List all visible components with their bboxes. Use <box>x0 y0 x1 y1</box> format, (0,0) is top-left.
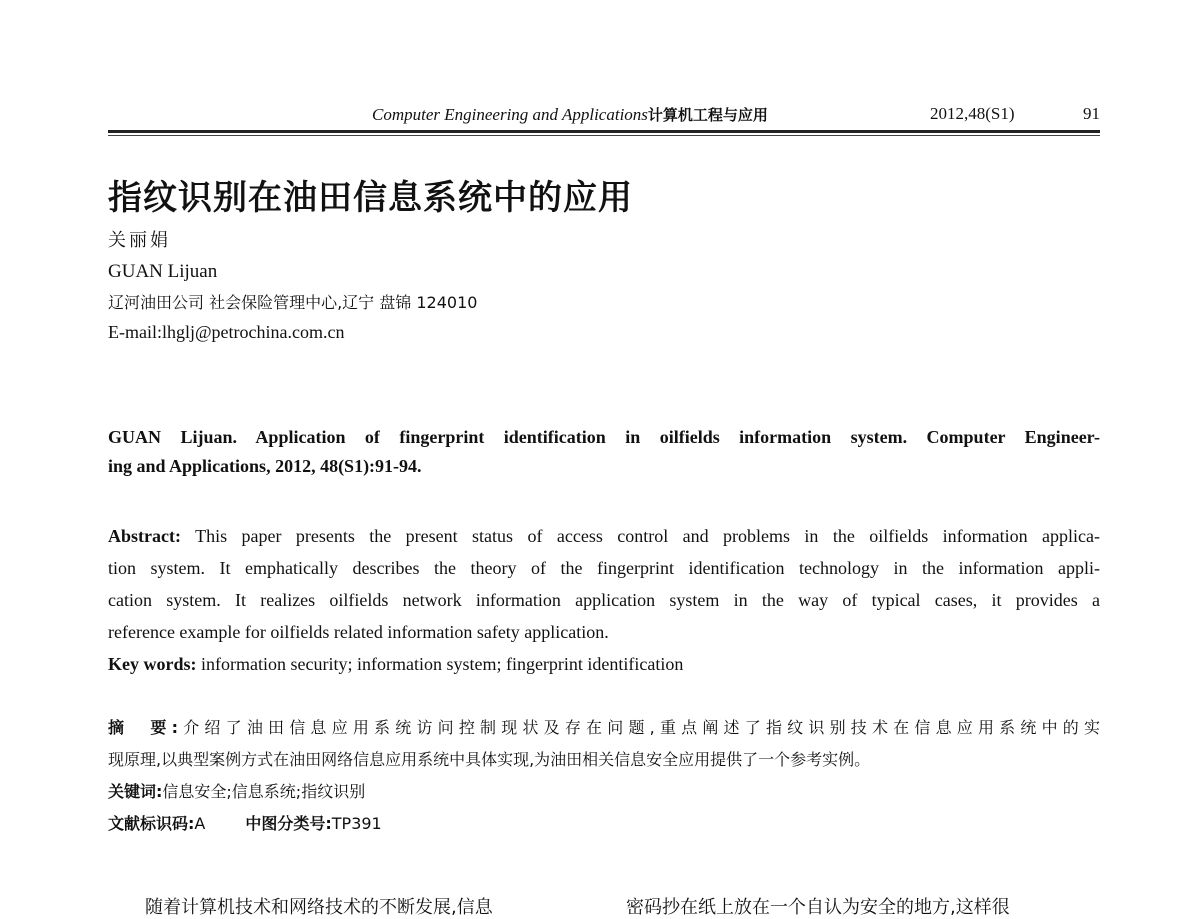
keywords-cn-label: 关键词: <box>108 782 163 801</box>
keywords-text: information security; information system; fingerprint identification <box>201 654 684 674</box>
paper-title: 指纹识别在油田信息系统中的应用 <box>108 178 633 218</box>
body-left-column: 随着计算机技术和网络技术的不断发展,信息 <box>145 897 493 918</box>
author-en: GUAN Lijuan <box>108 261 218 282</box>
doc-code: A <box>194 814 206 833</box>
body-right-column: 密码抄在纸上放在一个自认为安全的地方,这样很 <box>626 897 1010 918</box>
journal-name-cn: 计算机工程与应用 <box>647 106 768 124</box>
abstract-cn-label: 摘 要: <box>108 718 179 737</box>
abstract-en-line-1 <box>108 525 1100 547</box>
citation-line-2: ing and Applications, 2012, 48(S1):91-94. <box>108 456 422 476</box>
header-rule-thin <box>108 135 1100 136</box>
keywords-cn-text: 信息安全;信息系统;指纹识别 <box>162 782 366 801</box>
abstract-en-line-4: reference example for oilfields related information safety application. <box>108 622 609 642</box>
journal-name <box>372 104 768 125</box>
abstract-label: Abstract: <box>108 526 181 546</box>
volume-issue: 2012,48(S1) <box>930 104 1015 123</box>
abstract-en-line-2: tion system. It emphatically describes the theory of the fingerprint identification technology in the information appli- <box>108 558 1100 578</box>
keywords-label: Key words: <box>108 654 197 674</box>
email: E-mail:lhglj@petrochina.com.cn <box>108 322 345 342</box>
citation-line-1: GUAN Lijuan. Application of fingerprint identification in oilfields information system. Computer Engineer- <box>108 427 1100 447</box>
abstract-en-line-3: cation system. It realizes oilfields network information application system in the way of typical cases, it provides a <box>108 590 1100 610</box>
abstract-cn-line-2: 现原理,以典型案例方式在油田网络信息应用系统中具体实现,为油田相关信息安全应用提供了一个参考实例。 <box>108 750 871 769</box>
page-number: 91 <box>1083 104 1100 123</box>
affiliation: 辽河油田公司 社会保险管理中心,辽宁 盘锦 124010 <box>108 293 478 312</box>
header-rule <box>108 130 1100 133</box>
author-cn: 关丽娟 <box>108 230 171 251</box>
classification <box>108 813 382 835</box>
doc-code-label: 文献标识码: <box>108 814 195 833</box>
abstract-text: This paper presents the present status of access control and problems in the oilfields information applica- <box>195 526 1100 546</box>
class-code: TP391 <box>331 814 382 833</box>
abstract-cn-line-1 <box>108 717 1100 739</box>
journal-name-en: Computer Engineering and Applications <box>372 105 648 124</box>
class-label: 中图分类号: <box>245 814 332 833</box>
keywords-cn <box>108 781 365 803</box>
abstract-cn-text: 介绍了油田信息应用系统访问控制现状及存在问题,重点阐述了指纹识别技术在信息应用系统中的实 <box>178 718 1100 737</box>
keywords-en <box>108 653 683 675</box>
